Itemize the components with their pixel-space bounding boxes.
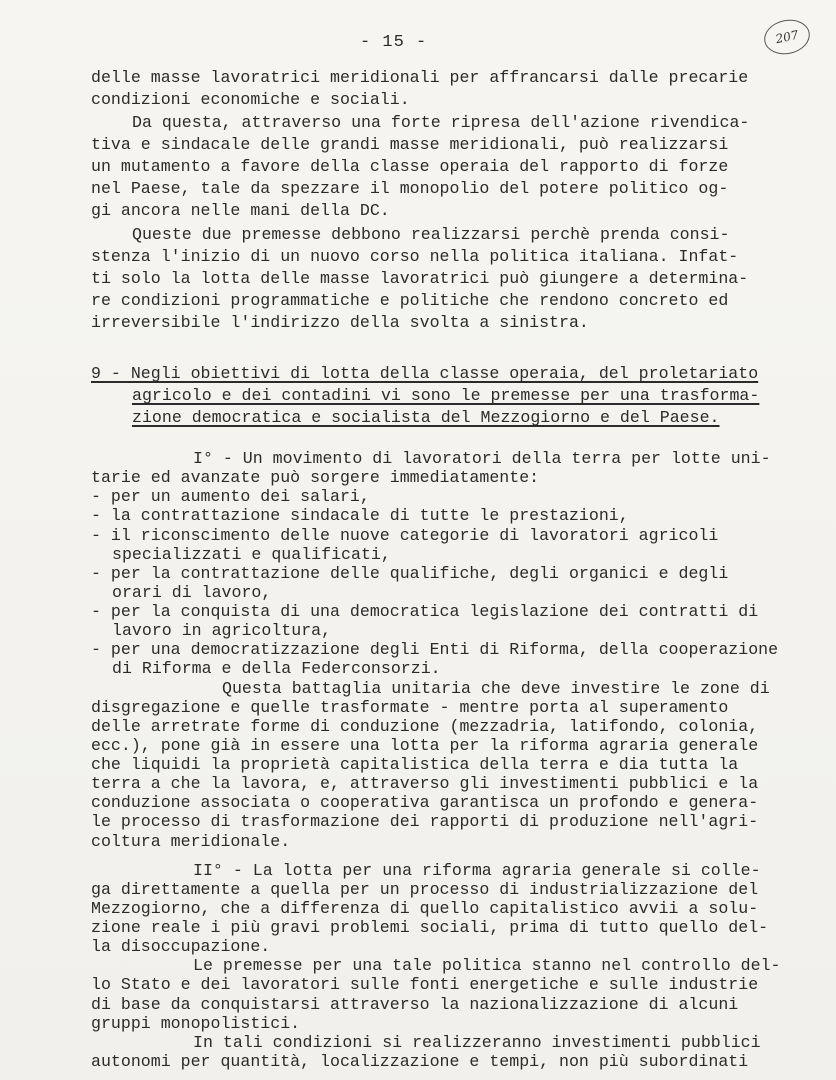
list-item: - per la contrattazione delle qualifiche, degli organici e degli xyxy=(91,564,729,583)
list-item-continuation: orari di lavoro, xyxy=(112,583,272,602)
text-line: Questa battaglia unitaria che deve investire le zone di xyxy=(222,679,770,698)
section-heading-line: 9 - Negli obiettivi di lotta della classe operaia, del proletariato xyxy=(91,364,759,383)
text-line: delle masse lavoratrici meridionali per affrancarsi dalle precarie xyxy=(91,68,749,87)
text-line: irreversibile l'indirizzo della svolta a sinistra. xyxy=(91,313,589,332)
list-item-continuation: di Riforma e della Federconsorzi. xyxy=(112,659,441,678)
text-line: la disoccupazione. xyxy=(91,937,271,956)
section-heading-line: agricolo e dei contadini vi sono le premesse per una trasforma- xyxy=(132,386,760,405)
list-item-continuation: specializzati e qualificati, xyxy=(112,545,391,564)
list-item: - per la conquista di una democratica legislazione dei contratti di xyxy=(91,602,759,621)
text-line: ti solo la lotta delle masse lavoratrici può giungere a determina- xyxy=(91,269,749,288)
text-line: Le premesse per una tale politica stanno nel controllo del- xyxy=(193,956,781,975)
text-line: re condizioni programmatiche e politiche che rendono concreto ed xyxy=(91,291,729,310)
list-item: - il riconscimento delle nuove categorie di lavoratori agricoli xyxy=(91,526,719,545)
text-line: conduzione associata o cooperativa garantisca un profondo e genera- xyxy=(91,793,759,812)
list-item-continuation: lavoro in agricoltura, xyxy=(112,621,332,640)
text-line: ga direttamente a quella per un processo di industrializzazione del xyxy=(91,880,759,899)
text-line: II° - La lotta per una riforma agraria generale si colle- xyxy=(193,861,761,880)
section-heading-line: zione democratica e socialista del Mezzogiorno e del Paese. xyxy=(132,408,720,427)
text-line: le processo di trasformazione dei rapporti di produzione nell'agri- xyxy=(91,812,759,831)
list-item: - la contrattazione sindacale di tutte le prestazioni, xyxy=(91,506,629,525)
text-line: un mutamento a favore della classe operaia del rapporto di forze xyxy=(91,157,729,176)
archive-stamp: 207 xyxy=(761,16,813,59)
text-line: Mezzogiorno, che a differenza di quello capitalistico avvii a solu- xyxy=(91,899,759,918)
text-line: disgregazione e quelle trasformate - mentre porta al superamento xyxy=(91,698,729,717)
list-item: - per un aumento dei salari, xyxy=(91,487,370,506)
text-line: condizioni economiche e sociali. xyxy=(91,90,410,109)
text-line: autonomi per quantità, localizzazione e tempi, non più subordinati xyxy=(91,1052,749,1071)
text-line: zione reale i più gravi problemi sociali, prima di tutto quello del- xyxy=(91,918,769,937)
text-line: nel Paese, tale da spezzare il monopolio del potere politico og- xyxy=(91,179,729,198)
text-line: terra a che la lavora, e, attraverso gli investimenti pubblici e la xyxy=(91,774,759,793)
text-line: coltura meridionale. xyxy=(91,832,291,851)
page-number: - 15 - xyxy=(360,33,428,52)
text-line: Da questa, attraverso una forte ripresa dell'azione rivendica- xyxy=(132,113,750,132)
text-line: lo Stato e dei lavoratori sulle fonti energetiche e sulle industrie xyxy=(91,975,759,994)
text-line: Queste due premesse debbono realizzarsi perchè prenda consi- xyxy=(132,225,730,244)
text-line: stenza l'inizio di un nuovo corso nella politica italiana. Infat- xyxy=(91,247,739,266)
text-line: gruppi monopolistici. xyxy=(91,1014,301,1033)
text-line: tiva e sindacale delle grandi masse meridionali, può realizzarsi xyxy=(91,135,729,154)
text-line: di base da conquistarsi attraverso la nazionalizzazione di alcuni xyxy=(91,995,739,1014)
text-line: In tali condizioni si realizzeranno investimenti pubblici xyxy=(193,1033,761,1052)
list-item: - per una democratizzazione degli Enti di Riforma, della cooperazione xyxy=(91,640,779,659)
text-line: che liquidi la proprietà capitalistica della terra e dia tutta la xyxy=(91,755,739,774)
text-line: I° - Un movimento di lavoratori della terra per lotte uni- xyxy=(193,449,771,468)
text-line: delle arretrate forme di conduzione (mezzadria, latifondo, colonia, xyxy=(91,717,759,736)
text-line: ecc.), pone già in essere una lotta per la riforma agraria generale xyxy=(91,736,759,755)
text-line: tarie ed avanzate può sorgere immediatamente: xyxy=(91,468,540,487)
text-line: gi ancora nelle mani della DC. xyxy=(91,201,390,220)
